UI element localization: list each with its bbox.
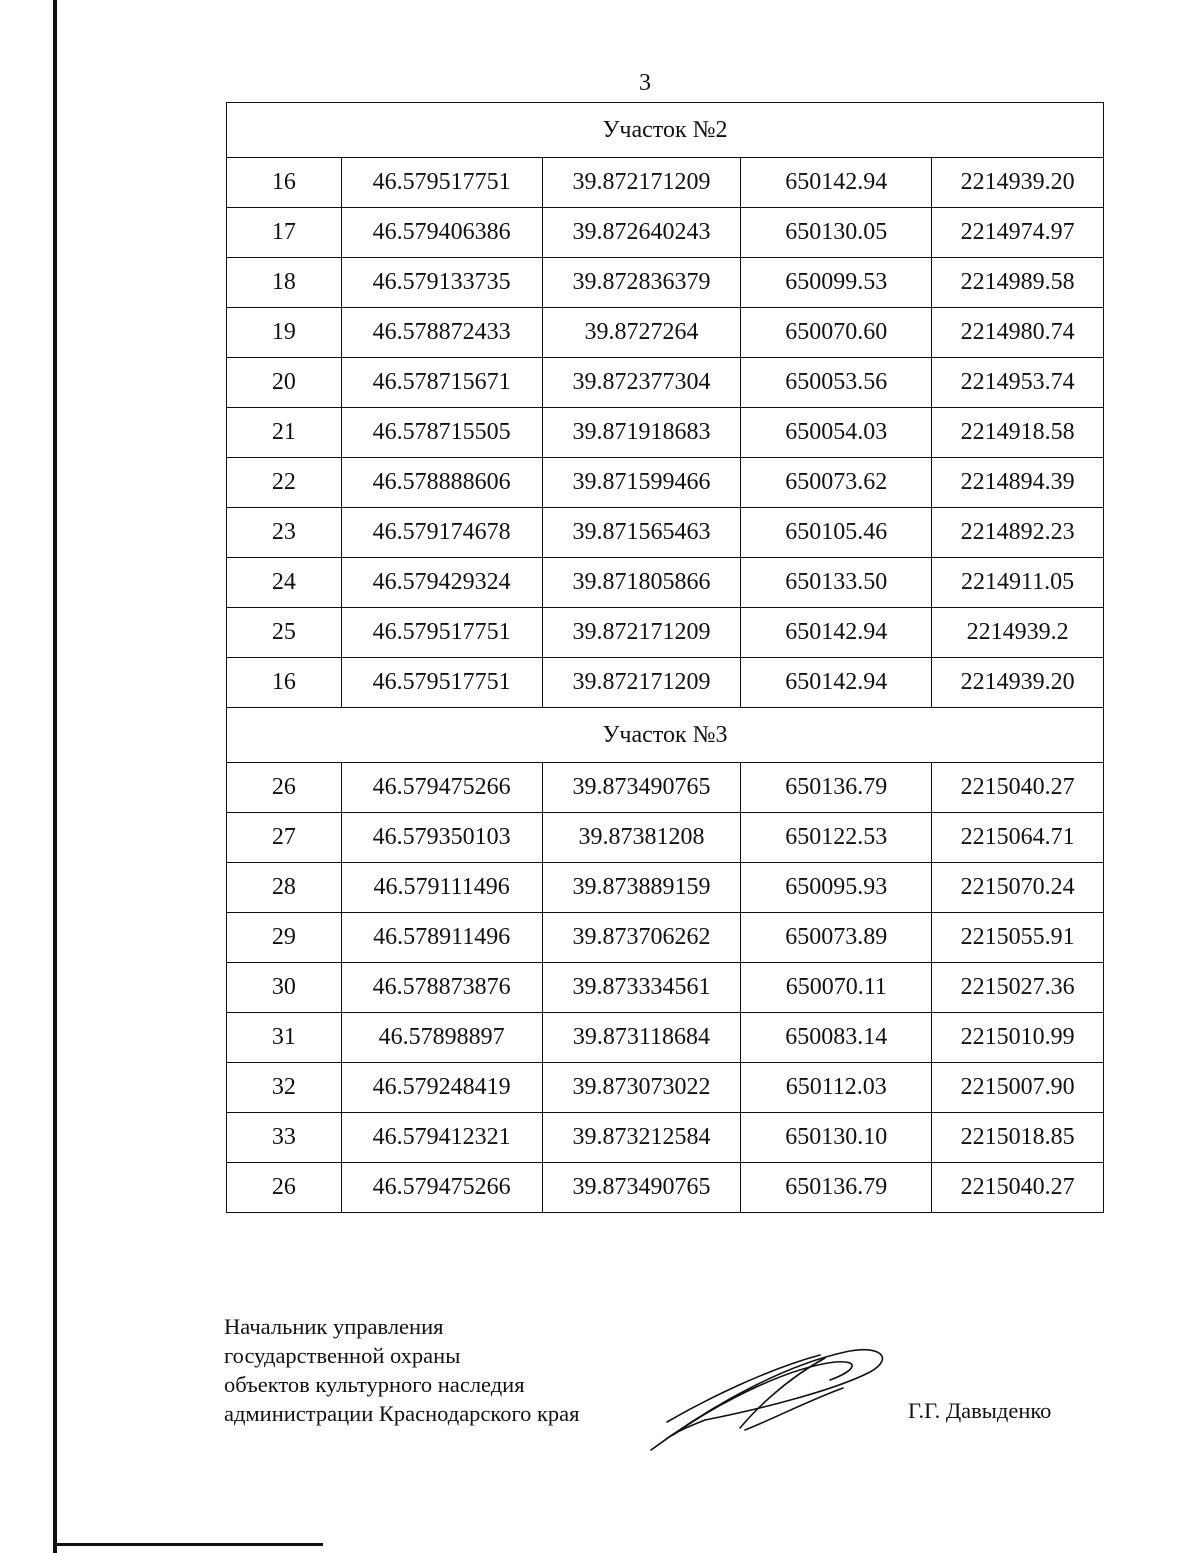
coord-y-cell: 2214974.97 [932, 208, 1104, 258]
coord-x-cell: 650053.56 [741, 358, 932, 408]
table-row [227, 308, 1104, 358]
section-header-row [227, 103, 1104, 158]
coord-y-cell: 2214892.23 [932, 508, 1104, 558]
table-row [227, 608, 1104, 658]
signature-position [224, 1312, 580, 1428]
latitude-cell: 46.579412321 [341, 1113, 542, 1163]
table-row [227, 658, 1104, 708]
coord-x-cell: 650142.94 [741, 658, 932, 708]
table-row [227, 1013, 1104, 1063]
table-row [227, 508, 1104, 558]
point-number-cell: 20 [227, 358, 342, 408]
longitude-cell: 39.8727264 [542, 308, 741, 358]
point-number-cell: 30 [227, 963, 342, 1013]
table-row [227, 763, 1104, 813]
latitude-cell: 46.579517751 [341, 158, 542, 208]
table-row [227, 558, 1104, 608]
table-row [227, 258, 1104, 308]
coord-y-cell: 2215070.24 [932, 863, 1104, 913]
coord-y-cell: 2215040.27 [932, 763, 1104, 813]
latitude-cell: 46.578715671 [341, 358, 542, 408]
latitude-cell: 46.579475266 [341, 763, 542, 813]
point-number-cell: 29 [227, 913, 342, 963]
latitude-cell: 46.579406386 [341, 208, 542, 258]
longitude-cell: 39.873212584 [542, 1113, 741, 1163]
table-row [227, 913, 1104, 963]
latitude-cell: 46.579517751 [341, 658, 542, 708]
coord-y-cell: 2214989.58 [932, 258, 1104, 308]
latitude-cell: 46.579133735 [341, 258, 542, 308]
table-row [227, 863, 1104, 913]
latitude-cell: 46.579475266 [341, 1163, 542, 1213]
scan-edge-bottom [53, 1543, 323, 1546]
coord-x-cell: 650136.79 [741, 1163, 932, 1213]
scan-edge-left [53, 0, 57, 1553]
point-number-cell: 31 [227, 1013, 342, 1063]
coord-y-cell: 2215040.27 [932, 1163, 1104, 1213]
latitude-cell: 46.578873876 [341, 963, 542, 1013]
coord-x-cell: 650070.60 [741, 308, 932, 358]
longitude-cell: 39.871918683 [542, 408, 741, 458]
table-row [227, 1163, 1104, 1213]
coord-x-cell: 650095.93 [741, 863, 932, 913]
section-title: Участок №3 [227, 708, 1104, 763]
point-number-cell: 19 [227, 308, 342, 358]
coord-y-cell: 2215055.91 [932, 913, 1104, 963]
latitude-cell: 46.579429324 [341, 558, 542, 608]
coord-x-cell: 650073.89 [741, 913, 932, 963]
point-number-cell: 23 [227, 508, 342, 558]
coord-x-cell: 650099.53 [741, 258, 932, 308]
longitude-cell: 39.873490765 [542, 763, 741, 813]
latitude-cell: 46.579248419 [341, 1063, 542, 1113]
coord-y-cell: 2214918.58 [932, 408, 1104, 458]
coord-y-cell: 2215007.90 [932, 1063, 1104, 1113]
coord-x-cell: 650070.11 [741, 963, 932, 1013]
coord-x-cell: 650083.14 [741, 1013, 932, 1063]
table-row [227, 458, 1104, 508]
table-row [227, 208, 1104, 258]
latitude-cell: 46.579517751 [341, 608, 542, 658]
latitude-cell: 46.578888606 [341, 458, 542, 508]
longitude-cell: 39.871565463 [542, 508, 741, 558]
coord-y-cell: 2215010.99 [932, 1013, 1104, 1063]
page-number: 3 [639, 70, 651, 96]
point-number-cell: 17 [227, 208, 342, 258]
longitude-cell: 39.872171209 [542, 158, 741, 208]
table-row [227, 408, 1104, 458]
table-row [227, 963, 1104, 1013]
latitude-cell: 46.578715505 [341, 408, 542, 458]
coord-x-cell: 650073.62 [741, 458, 932, 508]
point-number-cell: 16 [227, 658, 342, 708]
table-row [227, 358, 1104, 408]
coord-x-cell: 650133.50 [741, 558, 932, 608]
latitude-cell: 46.578872433 [341, 308, 542, 358]
coord-x-cell: 650130.05 [741, 208, 932, 258]
position-line: государственной охраны [224, 1343, 461, 1368]
section-header-row [227, 708, 1104, 763]
coord-x-cell: 650112.03 [741, 1063, 932, 1113]
table-row [227, 1063, 1104, 1113]
coord-x-cell: 650142.94 [741, 158, 932, 208]
longitude-cell: 39.872377304 [542, 358, 741, 408]
longitude-cell: 39.873073022 [542, 1063, 741, 1113]
point-number-cell: 26 [227, 763, 342, 813]
point-number-cell: 18 [227, 258, 342, 308]
coord-y-cell: 2215018.85 [932, 1113, 1104, 1163]
coord-x-cell: 650142.94 [741, 608, 932, 658]
coord-y-cell: 2214939.20 [932, 158, 1104, 208]
point-number-cell: 28 [227, 863, 342, 913]
point-number-cell: 33 [227, 1113, 342, 1163]
longitude-cell: 39.873706262 [542, 913, 741, 963]
coord-x-cell: 650122.53 [741, 813, 932, 863]
longitude-cell: 39.872171209 [542, 608, 741, 658]
latitude-cell: 46.579174678 [341, 508, 542, 558]
latitude-cell: 46.57898897 [341, 1013, 542, 1063]
longitude-cell: 39.873118684 [542, 1013, 741, 1063]
point-number-cell: 24 [227, 558, 342, 608]
coord-x-cell: 650105.46 [741, 508, 932, 558]
coord-y-cell: 2214911.05 [932, 558, 1104, 608]
point-number-cell: 16 [227, 158, 342, 208]
coord-x-cell: 650130.10 [741, 1113, 932, 1163]
longitude-cell: 39.871599466 [542, 458, 741, 508]
section-title: Участок №2 [227, 103, 1104, 158]
signer-name: Г.Г. Давыденко [908, 1398, 1052, 1423]
coord-y-cell: 2214980.74 [932, 308, 1104, 358]
table-row [227, 1113, 1104, 1163]
latitude-cell: 46.578911496 [341, 913, 542, 963]
table-row [227, 158, 1104, 208]
coord-y-cell: 2214953.74 [932, 358, 1104, 408]
longitude-cell: 39.872640243 [542, 208, 741, 258]
point-number-cell: 26 [227, 1163, 342, 1213]
coord-x-cell: 650054.03 [741, 408, 932, 458]
coord-y-cell: 2215027.36 [932, 963, 1104, 1013]
coordinates-table-body [227, 103, 1104, 1213]
coord-y-cell: 2214939.20 [932, 658, 1104, 708]
table-row [227, 813, 1104, 863]
handwritten-signature [645, 1340, 895, 1455]
coord-y-cell: 2214939.2 [932, 608, 1104, 658]
coord-y-cell: 2215064.71 [932, 813, 1104, 863]
position-line: Начальник управления [224, 1314, 444, 1339]
point-number-cell: 27 [227, 813, 342, 863]
coord-x-cell: 650136.79 [741, 763, 932, 813]
longitude-cell: 39.873889159 [542, 863, 741, 913]
longitude-cell: 39.872836379 [542, 258, 741, 308]
point-number-cell: 32 [227, 1063, 342, 1113]
longitude-cell: 39.872171209 [542, 658, 741, 708]
coord-y-cell: 2214894.39 [932, 458, 1104, 508]
latitude-cell: 46.579350103 [341, 813, 542, 863]
coordinates-table [226, 102, 1104, 1213]
longitude-cell: 39.871805866 [542, 558, 741, 608]
latitude-cell: 46.579111496 [341, 863, 542, 913]
longitude-cell: 39.87381208 [542, 813, 741, 863]
longitude-cell: 39.873490765 [542, 1163, 741, 1213]
position-line: объектов культурного наследия [224, 1372, 525, 1397]
point-number-cell: 25 [227, 608, 342, 658]
longitude-cell: 39.873334561 [542, 963, 741, 1013]
point-number-cell: 21 [227, 408, 342, 458]
position-line: администрации Краснодарского края [224, 1401, 580, 1426]
point-number-cell: 22 [227, 458, 342, 508]
